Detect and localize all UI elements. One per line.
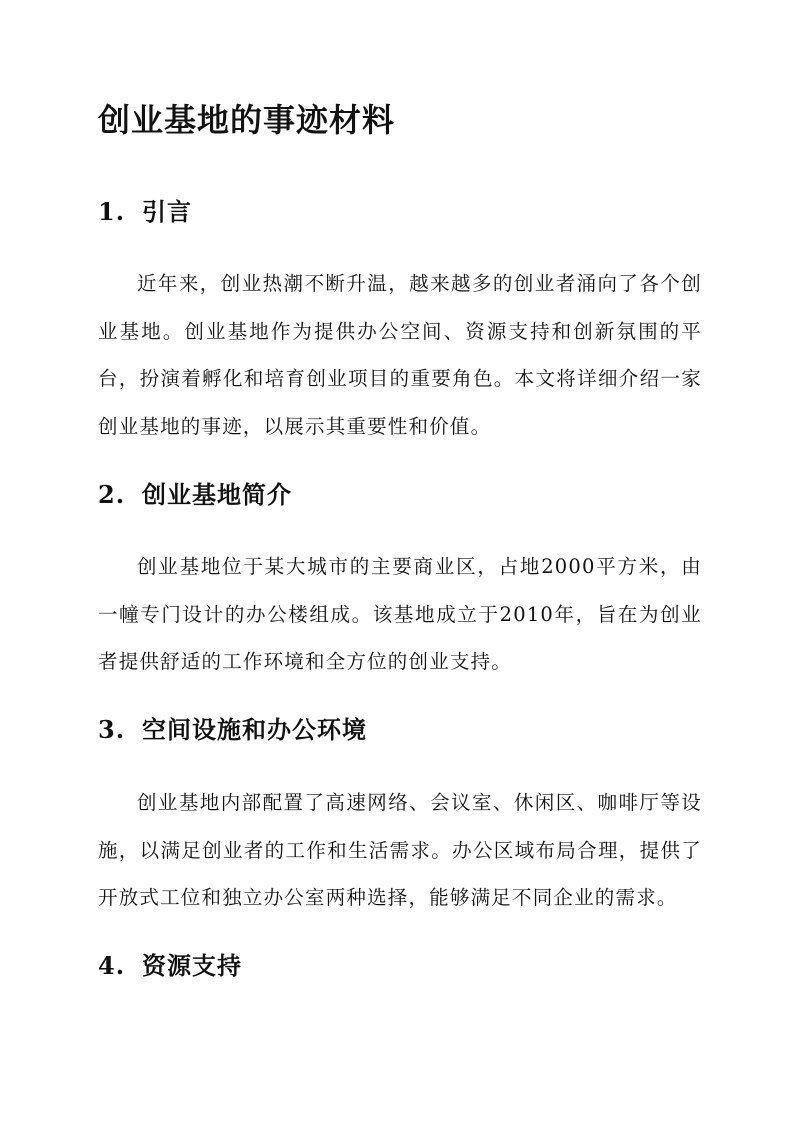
section-number: 4. — [98, 951, 126, 980]
document-title: 创业基地的事迹材料 — [98, 101, 396, 139]
section-title: 空间设施和办公环境 — [142, 715, 367, 744]
section-number: 1. — [98, 197, 126, 226]
section-title: 引言 — [142, 197, 192, 226]
section-title: 资源支持 — [142, 951, 242, 980]
section-heading-overview — [98, 477, 292, 513]
section-heading-intro — [98, 194, 192, 230]
section-paragraph-facilities: 创业基地内部配置了高速网络、会议室、休闲区、咖啡厅等设施，以满足创业者的工作和生活需求。办公区域布局合理，提供了开放式工位和独立办公室两种选择，能够满足不同企业的需求。 — [98, 791, 702, 909]
section-heading-resources — [98, 948, 242, 984]
section-title: 创业基地简介 — [142, 480, 292, 509]
section-heading-facilities — [98, 712, 367, 748]
section-number: 3. — [98, 715, 126, 744]
section-number: 2. — [98, 480, 126, 509]
section-paragraph-overview: 创业基地位于某大城市的主要商业区，占地2000平方米，由一幢专门设计的办公楼组成。该基地成立于2010年，旨在为创业者提供舒适的工作环境和全方位的创业支持。 — [98, 555, 702, 673]
section-paragraph-intro: 近年来，创业热潮不断升温，越来越多的创业者涌向了各个创业基地。创业基地作为提供办公空间、资源支持和创新氛围的平台，扮演着孵化和培育创业项目的重要角色。本文将详细介绍一家创业基地的事迹，以展示其重要性和价值。 — [98, 272, 702, 438]
